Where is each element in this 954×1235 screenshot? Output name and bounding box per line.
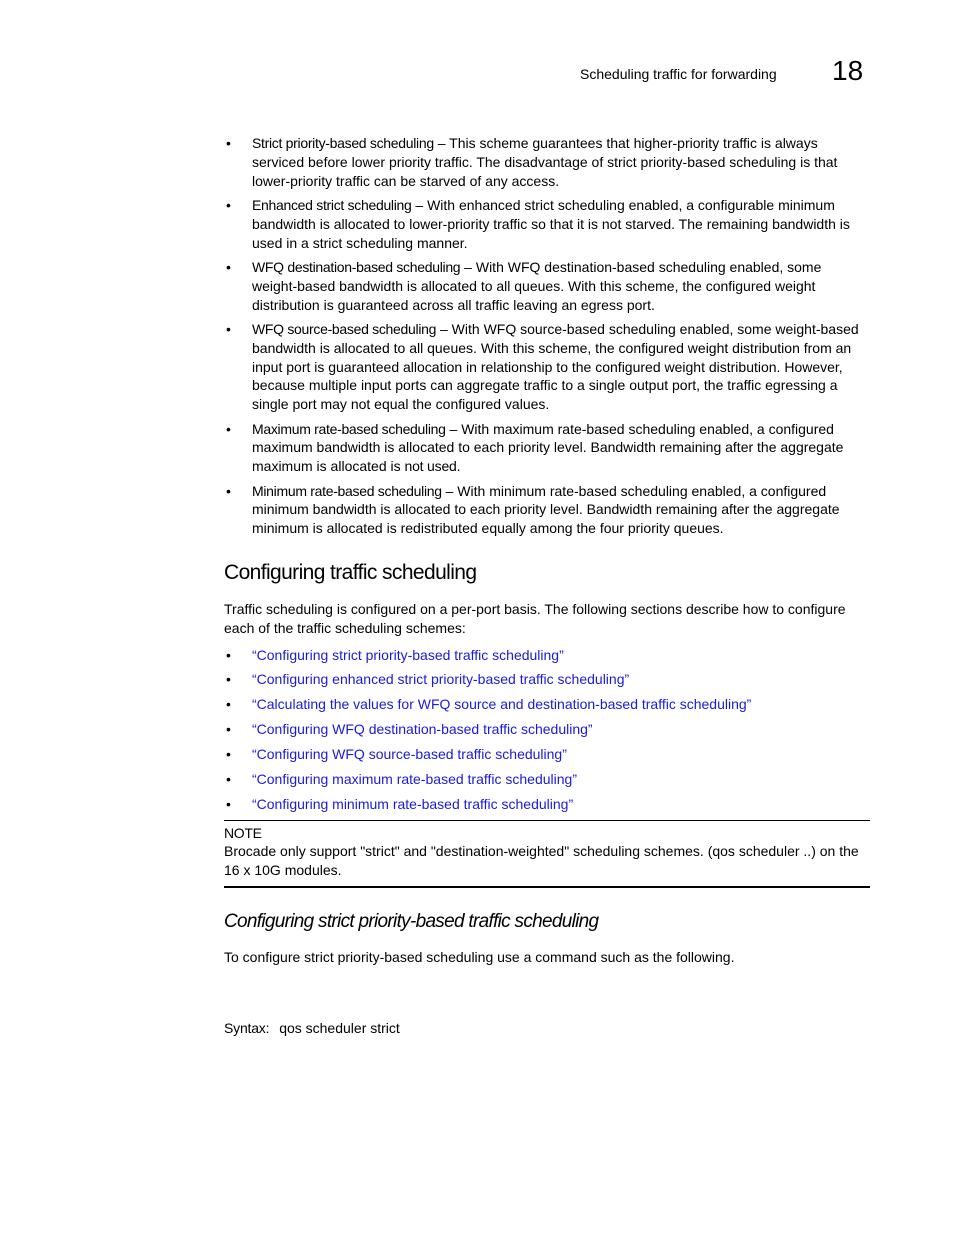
scheme-term: Minimum rate-based scheduling: [252, 482, 442, 499]
scheme-description: – With enhanced strict scheduling enabled, a configurable minimum bandwidth is allocated to lower-priority traffic so that it is not starved. The remaining bandwidth is used in a strict scheduling manner.: [252, 196, 850, 251]
syntax-label: Syntax:: [224, 1019, 270, 1036]
note-label: NOTE: [224, 825, 262, 842]
list-item: [224, 420, 870, 476]
cross-reference-link[interactable]: “Configuring WFQ destination-based traffic scheduling”: [252, 721, 593, 738]
bullet-icon: •: [226, 320, 231, 337]
scheme-description: – With WFQ source-based scheduling enabled, some weight-based bandwidth is allocated to all queues. With this scheme, the configured weight distribution from an input port is guaranteed allocation in relationship to the configured weight distribution. However, because multiple input ports can aggregate traffic to a single output port, the traffic egressing a single port may not equal the configured values.: [252, 320, 859, 413]
bullet-icon: •: [226, 746, 231, 763]
list-item: [224, 258, 870, 314]
list-item: [224, 720, 870, 739]
list-item: [224, 646, 870, 665]
cross-reference-link[interactable]: “Configuring maximum rate-based traffic scheduling”: [252, 771, 577, 788]
scheme-description: – This scheme guarantees that higher-priority traffic is always serviced before lower priority traffic. The disadvantage of strict priority-based scheduling is that lower-priority traffic can be starved of any access.: [252, 135, 838, 189]
bullet-icon: •: [226, 135, 231, 151]
scheme-term: WFQ source-based scheduling: [252, 320, 437, 337]
subsection-text: To configure strict priority-based scheduling use a command such as the following.: [224, 948, 735, 965]
scheduling-scheme-list: [224, 134, 870, 538]
note-text: Brocade only support "strict" and "destination-weighted" scheduling schemes. (qos scheduler ..) on the 16 x 10G modules.: [224, 843, 859, 879]
list-item: [224, 695, 870, 714]
list-item: [224, 745, 870, 764]
scheme-term: Strict priority-based scheduling: [252, 135, 434, 151]
cross-reference-link[interactable]: “Configuring WFQ source-based traffic scheduling”: [252, 746, 567, 763]
not-used-emphasis: not used.: [404, 458, 461, 475]
bullet-icon: •: [226, 771, 231, 788]
page-content: [224, 134, 870, 1037]
page-header: [0, 55, 954, 88]
syntax-line: [224, 1019, 870, 1037]
cross-reference-link[interactable]: “Calculating the values for WFQ source and destination-based traffic scheduling”: [252, 696, 752, 713]
note-box: [224, 820, 870, 888]
bullet-icon: •: [226, 258, 231, 275]
scheme-description: – With maximum rate-based scheduling enabled, a configured maximum bandwidth is allocated to each priority level. Bandwidth remaining after the aggregate maximum is allocated is: [252, 420, 844, 475]
bullet-icon: •: [226, 671, 231, 688]
scheme-term: WFQ destination-based scheduling: [252, 258, 461, 275]
scheme-description: – With WFQ destination-based scheduling enabled, some weight-based bandwidth is allocated to all queues. With this scheme, the configured weight distribution is guaranteed across all traffic leaving an egress port.: [252, 258, 822, 313]
scheme-description: – With minimum rate-based scheduling enabled, a configured minimum bandwidth is allocated to each priority level. Bandwidth remaining after the aggregate minimum is allocated is redistributed equally among the four priority queues.: [252, 482, 840, 537]
list-item: [224, 795, 870, 814]
list-item: [224, 770, 870, 789]
bullet-icon: •: [226, 482, 231, 499]
cross-reference-link[interactable]: “Configuring enhanced strict priority-based traffic scheduling”: [252, 671, 630, 688]
list-item: [224, 320, 870, 414]
chapter-number: 18: [832, 55, 864, 86]
bullet-icon: •: [226, 721, 231, 738]
bullet-icon: •: [226, 796, 231, 813]
bullet-icon: •: [226, 420, 231, 437]
cross-reference-link[interactable]: “Configuring strict priority-based traffic scheduling”: [252, 646, 564, 663]
scheme-term: Enhanced strict scheduling: [252, 196, 412, 213]
scheme-term: Maximum rate-based scheduling: [252, 420, 446, 437]
list-item: [224, 482, 870, 538]
running-header-title: Scheduling traffic for forwarding: [580, 66, 777, 82]
cross-reference-list: [224, 646, 870, 815]
list-item: [224, 134, 870, 190]
cross-reference-link[interactable]: “Configuring minimum rate-based traffic scheduling”: [252, 796, 574, 813]
syntax-command: qos scheduler strict: [279, 1019, 400, 1036]
section-heading: Configuring traffic scheduling: [224, 560, 477, 584]
bullet-icon: •: [226, 646, 231, 663]
list-item: [224, 670, 870, 689]
bullet-icon: •: [226, 196, 231, 213]
subsection-heading: Configuring strict priority-based traffic scheduling: [224, 910, 599, 932]
section-intro: Traffic scheduling is configured on a per-port basis. The following sections describe how to configure each of the traffic scheduling schemes:: [224, 600, 846, 636]
list-item: [224, 196, 870, 252]
bullet-icon: •: [226, 696, 231, 713]
